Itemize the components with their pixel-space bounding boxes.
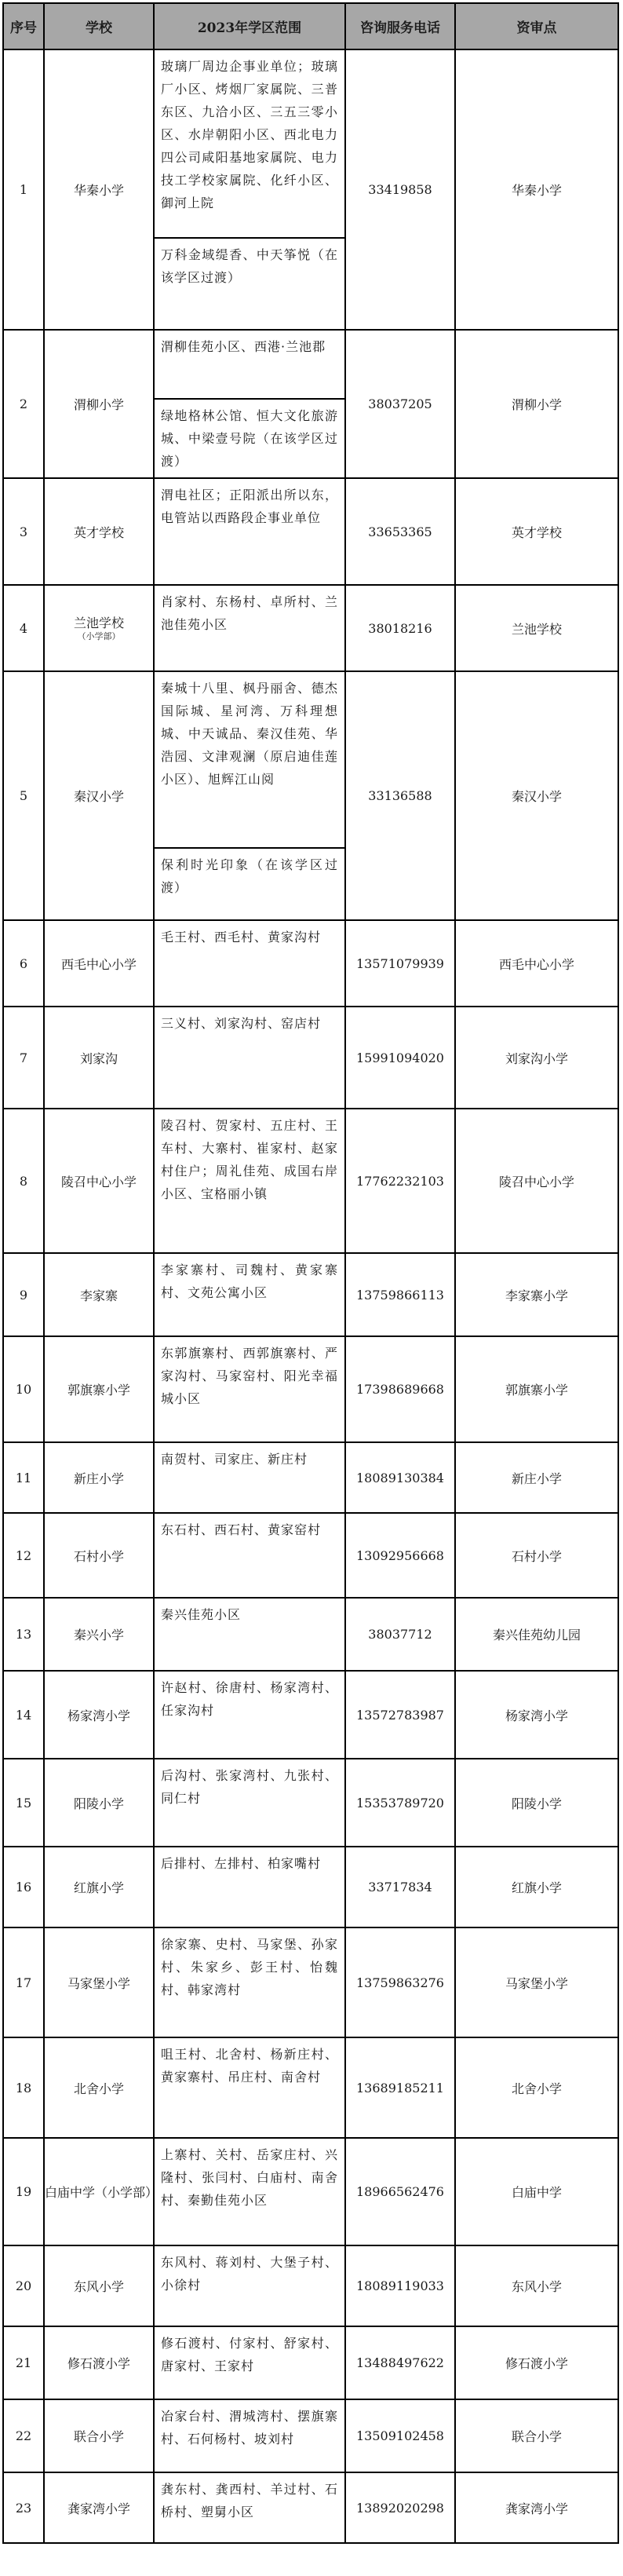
row-scope: 玻璃厂周边企事业单位；玻璃厂小区、烤烟厂家属院、三普东区、九洽小区、三五三零小区、水岸朝阳小区、西北电力四公司咸阳基地家属院、电力技工学校家属院、化纤小区、御河上院: [154, 49, 345, 238]
row-scope: 后沟村、张家湾村、九张村、同仁村: [154, 1759, 345, 1847]
row-review: 新庄小学: [455, 1442, 618, 1513]
row-phone: 17398689668: [345, 1336, 455, 1442]
row-no: 23: [3, 2472, 44, 2543]
row-school: 东风小学: [44, 2245, 154, 2326]
table-row: [3, 1847, 618, 1927]
row-no: 17: [3, 1927, 44, 2037]
row-phone: 33717834: [345, 1847, 455, 1927]
table-row: [3, 1253, 618, 1336]
row-school: 阳陵小学: [44, 1759, 154, 1847]
row-school: 石村小学: [44, 1513, 154, 1598]
row-phone: 13571079939: [345, 920, 455, 1007]
header-scope: 2023年学区范围: [154, 3, 345, 49]
table-row: [3, 1598, 618, 1671]
row-school: 红旗小学: [44, 1847, 154, 1927]
row-scope: 李家寨村、司魏村、黄家寨村、文苑公寓小区: [154, 1253, 345, 1336]
row-school-subtitle: （小学部）: [77, 631, 121, 641]
table-row: [3, 2399, 618, 2472]
row-scope: 冶家台村、渭城湾村、摆旗寨村、石何杨村、坡刘村: [154, 2399, 345, 2472]
row-no: 7: [3, 1007, 44, 1109]
header-review: 资审点: [455, 3, 618, 49]
row-scope-transition: 万科金域缇香、中天筝悦（在该学区过渡）: [154, 238, 345, 330]
row-no: 4: [3, 585, 44, 671]
row-scope: 南贺村、司家庄、新庄村: [154, 1442, 345, 1513]
row-review: 红旗小学: [455, 1847, 618, 1927]
row-no: 6: [3, 920, 44, 1007]
row-scope: 后排村、左排村、柏家嘴村: [154, 1847, 345, 1927]
table-row: [3, 1007, 618, 1109]
row-no: 18: [3, 2037, 44, 2138]
table-row: [3, 1442, 618, 1513]
row-phone: 13509102458: [345, 2399, 455, 2472]
table-row: [3, 2472, 618, 2543]
row-no: 9: [3, 1253, 44, 1336]
row-school: 刘家沟: [44, 1007, 154, 1109]
row-phone: 13892020298: [345, 2472, 455, 2543]
header-no: 序号: [3, 3, 44, 49]
row-scope: 东石村、西石村、黄家窑村: [154, 1513, 345, 1598]
row-no: 20: [3, 2245, 44, 2326]
row-scope: 秦城十八里、枫丹丽舍、德杰国际城、星河湾、万科理想城、中天诚品、秦汉佳苑、华浩园、文津观澜（原启迪佳莲小区）、旭辉江山阅: [154, 671, 345, 848]
row-phone: 38037712: [345, 1598, 455, 1671]
table-row: [3, 1671, 618, 1759]
table-row: [3, 920, 618, 1007]
row-phone: 13092956668: [345, 1513, 455, 1598]
table-row: [3, 330, 618, 399]
row-phone: 13689185211: [345, 2037, 455, 2138]
row-scope: 肖家村、东杨村、卓所村、兰池佳苑小区: [154, 585, 345, 671]
row-phone: 13488497622: [345, 2326, 455, 2399]
row-scope: 咀王村、北舍村、杨新庄村、黄家寨村、吊庄村、南舍村: [154, 2037, 345, 2138]
row-phone: 13572783987: [345, 1671, 455, 1759]
row-review: 李家寨小学: [455, 1253, 618, 1336]
row-review: 秦兴佳苑幼儿园: [455, 1598, 618, 1671]
row-review: 联合小学: [455, 2399, 618, 2472]
row-scope: 龚东村、龚西村、羊过村、石桥村、塑舅小区: [154, 2472, 345, 2543]
row-no: 22: [3, 2399, 44, 2472]
row-no: 12: [3, 1513, 44, 1598]
row-school: 联合小学: [44, 2399, 154, 2472]
table-row: [3, 2138, 618, 2245]
row-review: 渭柳小学: [455, 330, 618, 478]
row-scope: 修石渡村、付家村、舒家村、唐家村、王家村: [154, 2326, 345, 2399]
header-phone: 咨询服务电话: [345, 3, 455, 49]
row-no: 15: [3, 1759, 44, 1847]
row-review: 兰池学校: [455, 585, 618, 671]
table-row: [3, 1336, 618, 1442]
row-scope: 陵召村、贺家村、五庄村、王车村、大寨村、崔家村、赵家村住户；周礼佳苑、成国右岸小区、宝格丽小镇: [154, 1109, 345, 1253]
row-no: 5: [3, 671, 44, 920]
row-school-name: 兰池学校: [73, 616, 124, 630]
row-scope: 东郭旗寨村、西郭旗寨村、严家沟村、马家窑村、阳光幸福城小区: [154, 1336, 345, 1442]
row-phone: 18089119033: [345, 2245, 455, 2326]
row-school: 秦兴小学: [44, 1598, 154, 1671]
row-scope: 东风村、蒋刘村、大堡子村、小徐村: [154, 2245, 345, 2326]
row-school: 渭柳小学: [44, 330, 154, 478]
row-phone: 15353789720: [345, 1759, 455, 1847]
row-school: 李家寨: [44, 1253, 154, 1336]
row-school: 秦汉小学: [44, 671, 154, 920]
row-school: [44, 585, 154, 671]
row-review: 阳陵小学: [455, 1759, 618, 1847]
row-school: 华秦小学: [44, 49, 154, 330]
row-school: 新庄小学: [44, 1442, 154, 1513]
row-school: 杨家湾小学: [44, 1671, 154, 1759]
row-review: 马家堡小学: [455, 1927, 618, 2037]
row-no: 16: [3, 1847, 44, 1927]
row-school: 白庙中学（小学部）: [44, 2138, 154, 2245]
row-scope: 三义村、刘家沟村、窑店村: [154, 1007, 345, 1109]
row-school: 马家堡小学: [44, 1927, 154, 2037]
row-phone: 38018216: [345, 585, 455, 671]
table-row: [3, 2245, 618, 2326]
table-row: [3, 478, 618, 585]
row-review: 北舍小学: [455, 2037, 618, 2138]
row-no: 10: [3, 1336, 44, 1442]
row-scope: 渭柳佳苑小区、西港·兰池郡: [154, 330, 345, 399]
row-school: 北舍小学: [44, 2037, 154, 2138]
row-school: 修石渡小学: [44, 2326, 154, 2399]
row-phone: 13759866113: [345, 1253, 455, 1336]
row-phone: 38037205: [345, 330, 455, 478]
row-review: 东风小学: [455, 2245, 618, 2326]
row-scope: 毛王村、西毛村、黄家沟村: [154, 920, 345, 1007]
row-phone: 33653365: [345, 478, 455, 585]
row-phone: 18966562476: [345, 2138, 455, 2245]
row-school: 陵召中心小学: [44, 1109, 154, 1253]
row-school: 郭旗寨小学: [44, 1336, 154, 1442]
row-review: 英才学校: [455, 478, 618, 585]
table-row: [3, 1109, 618, 1253]
row-scope: 许赵村、徐唐村、杨家湾村、任家沟村: [154, 1671, 345, 1759]
school-district-table: [2, 2, 619, 2544]
row-phone: 13759863276: [345, 1927, 455, 2037]
row-review: 刘家沟小学: [455, 1007, 618, 1109]
row-scope-transition: 绿地格林公馆、恒大文化旅游城、中梁壹号院（在该学区过渡）: [154, 399, 345, 478]
row-review: 陵召中心小学: [455, 1109, 618, 1253]
row-phone: 18089130384: [345, 1442, 455, 1513]
row-no: 14: [3, 1671, 44, 1759]
table-row: [3, 1759, 618, 1847]
header-row: [3, 3, 618, 49]
row-scope: 渭电社区；正阳派出所以东，电管站以西路段企事业单位: [154, 478, 345, 585]
row-no: 13: [3, 1598, 44, 1671]
row-phone: 17762232103: [345, 1109, 455, 1253]
table-row: [3, 585, 618, 671]
table-row: [3, 2326, 618, 2399]
row-no: 3: [3, 478, 44, 585]
row-no: 2: [3, 330, 44, 478]
row-school: 龚家湾小学: [44, 2472, 154, 2543]
header-school: 学校: [44, 3, 154, 49]
row-scope: 秦兴佳苑小区: [154, 1598, 345, 1671]
row-no: 1: [3, 49, 44, 330]
row-review: 西毛中心小学: [455, 920, 618, 1007]
row-review: 郭旗寨小学: [455, 1336, 618, 1442]
row-review: 杨家湾小学: [455, 1671, 618, 1759]
row-review: 龚家湾小学: [455, 2472, 618, 2543]
table-row: [3, 1927, 618, 2037]
row-school: 西毛中心小学: [44, 920, 154, 1007]
row-review: 白庙中学: [455, 2138, 618, 2245]
row-review: 华秦小学: [455, 49, 618, 330]
row-phone: 15991094020: [345, 1007, 455, 1109]
table-row: [3, 671, 618, 848]
row-scope: 徐家寨、史村、马家堡、孙家村、朱家乡、彭王村、怡魏村、韩家湾村: [154, 1927, 345, 2037]
row-school: 英才学校: [44, 478, 154, 585]
table-row: [3, 2037, 618, 2138]
row-scope-transition: 保利时光印象（在该学区过渡）: [154, 848, 345, 920]
row-review: 修石渡小学: [455, 2326, 618, 2399]
row-phone: 33419858: [345, 49, 455, 330]
row-no: 8: [3, 1109, 44, 1253]
row-review: 秦汉小学: [455, 671, 618, 920]
row-no: 11: [3, 1442, 44, 1513]
row-phone: 33136588: [345, 671, 455, 920]
row-scope: 上寨村、关村、岳家庄村、兴隆村、张闫村、白庙村、南舍村、秦勤佳苑小区: [154, 2138, 345, 2245]
row-no: 19: [3, 2138, 44, 2245]
row-no: 21: [3, 2326, 44, 2399]
row-review: 石村小学: [455, 1513, 618, 1598]
table-row: [3, 1513, 618, 1598]
table-row: [3, 49, 618, 238]
